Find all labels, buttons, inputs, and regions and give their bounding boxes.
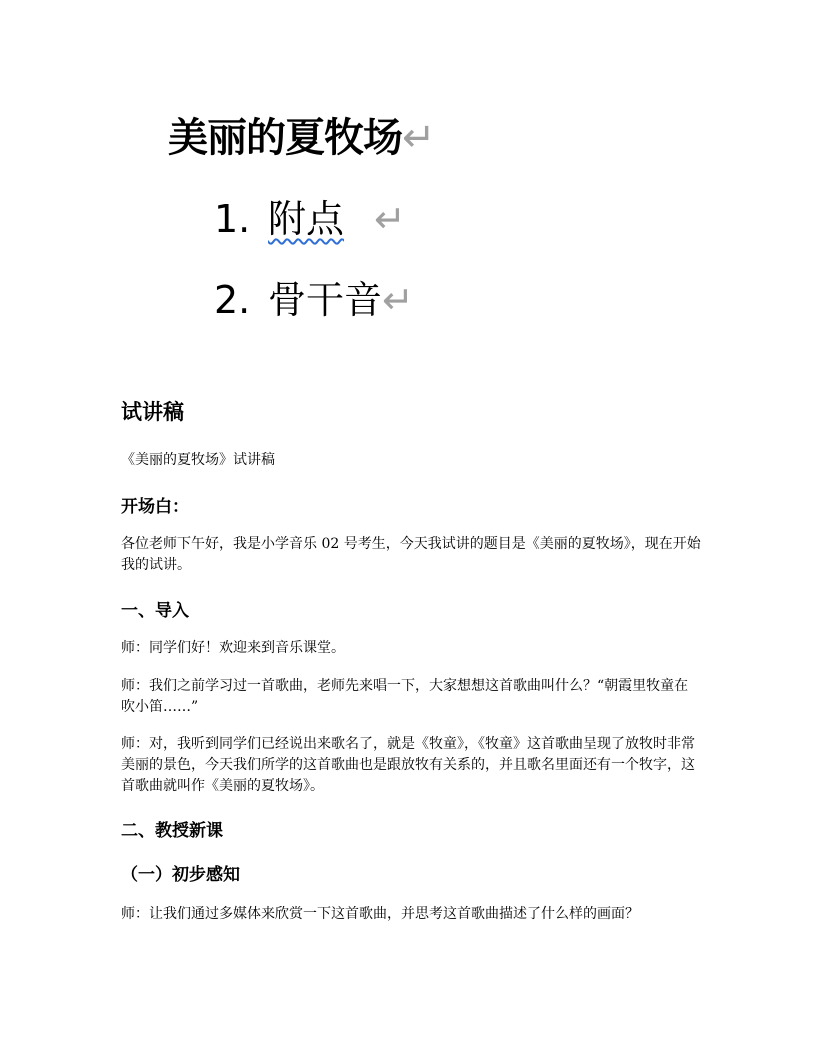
pilcrow-icon: ↵ <box>374 197 406 241</box>
pilcrow-icon: ↵ <box>382 278 414 322</box>
subsection-heading: （一）初步感知 <box>121 865 240 885</box>
list-text: 附点 <box>268 197 345 241</box>
doc-subtitle: 《美丽的夏牧场》试讲稿 <box>121 452 275 468</box>
list-number: 1. <box>214 197 251 241</box>
paragraph-4: 师：让我们通过多媒体来欣赏一下这首歌曲，并思考这首歌曲描述了什么样的画面？ <box>121 906 639 922</box>
image-title-text: 美丽的夏牧场 <box>168 115 402 161</box>
paragraph-2: 师：我们之前学习过一首歌曲，老师先来唱一下，大家想想这首歌曲叫什么？“朝霞里牧童在吹小笛……” <box>121 678 689 715</box>
opening-heading: 开场白： <box>121 497 189 517</box>
pilcrow-icon: ↵ <box>402 115 435 161</box>
image-list-item-1 <box>214 195 406 243</box>
section-2-heading: 二、教授新课 <box>121 821 223 841</box>
paragraph-1: 师：同学们好！欢迎来到音乐课堂。 <box>121 640 345 656</box>
list-number: 2. <box>214 278 251 322</box>
opening-paragraph: 各位老师下午好，我是小学音乐 02 号考生，今天我试讲的题目是《美丽的夏牧场》，现在开始我的试讲。 <box>121 536 701 573</box>
paragraph-3: 师：对，我听到同学们已经说出来歌名了，就是《牧童》，《牧童》这首歌曲呈现了放牧时非常美丽的景色，今天我们所学的这首歌曲也是跟放牧有关系的，并且歌名里面还有一个牧字，这首歌曲就叫作《美丽的夏牧场》。 <box>121 736 695 794</box>
doc-heading: 试讲稿 <box>121 400 184 424</box>
list-text: 骨干音 <box>268 278 383 322</box>
section-1-heading: 一、导入 <box>121 601 189 621</box>
image-list-item-2 <box>214 276 414 324</box>
image-title <box>168 112 435 164</box>
